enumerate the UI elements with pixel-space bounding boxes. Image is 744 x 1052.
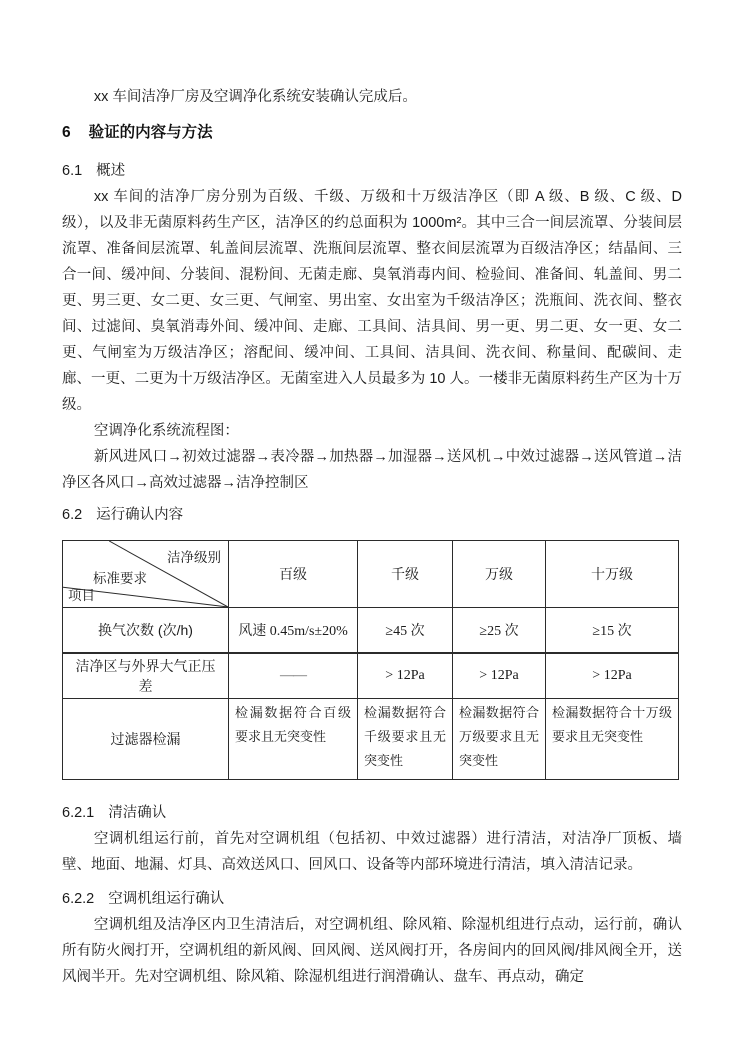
section-6-2-1-heading [62,800,682,826]
ahu-operation-paragraph: 空调机组及洁净区内卫生清洁后，对空调机组、除风箱、除湿机组进行点动，运行前，确认所有防火阀打开，空调机组的新风阀、回风阀、送风阀打开，各房间内的回风阀/排风阀全开，送风阀半开。先对空调机组、除风箱、除湿机组进行润滑确认、盘车、再点动，确定 [62,917,682,985]
cell-value: 风速 0.45m/s±20% [229,608,358,654]
table-row-pressure-difference [63,653,679,699]
cell-value: > 12Pa [453,653,546,699]
column-header-class1000: 千级 [358,541,453,608]
cell-value: ≥25 次 [453,608,546,654]
table-row-air-changes [63,608,679,654]
column-header-class100000: 十万级 [546,541,679,608]
section-6-1-title: 概述 [96,163,126,179]
section-6-1-number: 6.1 [62,163,83,179]
section-6-2-2-title: 空调机组运行确认 [108,891,225,907]
corner-label-item: 项目 [68,588,95,603]
corner-label-clean-level: 洁净级别 [167,550,221,565]
cell-value: —— [229,653,358,699]
flow-diagram-title: 空调净化系统流程图： [93,423,239,439]
section-6-1-heading [62,158,682,184]
section-6-2-title: 运行确认内容 [96,507,184,523]
intro-paragraph: xx 车间洁净厂房及空调净化系统安装确认完成后。 [93,89,417,105]
section-6-2-number: 6.2 [62,507,83,523]
section-6-heading [62,120,682,146]
cell-value: ≥45 次 [358,608,453,654]
table-row-filter-leak-test [63,699,679,780]
row-label: 过滤器检漏 [63,699,229,780]
cell-value: > 12Pa [358,653,453,699]
row-label: 洁净区与外界大气正压差 [63,653,229,699]
row-label: 换气次数 (次/h) [63,608,229,654]
flow-diagram-chain: 新风进风口→初效过滤器→表冷器→加热器→加湿器→送风机→中效过滤器→送风管道→洁净区各风口→高效过滤器→洁净控制区 [62,449,682,491]
cell-value: 检漏数据符合百级要求且无突变性 [229,699,358,780]
cell-value: ≥15 次 [546,608,679,654]
column-header-class100: 百级 [229,541,358,608]
operation-confirmation-table [62,540,679,780]
section-6-2-2-number: 6.2.2 [62,891,95,907]
corner-label-standard: 标准要求 [93,571,147,586]
cell-value: > 12Pa [546,653,679,699]
cell-value: 检漏数据符合万级要求且无突变性 [453,699,546,780]
section-6-2-heading [62,502,682,528]
section-6-number: 6 [62,124,71,141]
section-6-2-2-heading [62,886,682,912]
column-header-class10000: 万级 [453,541,546,608]
cell-value: 检漏数据符合十万级要求且无突变性 [546,699,679,780]
overview-paragraph: xx 车间的洁净厂房分别为百级、千级、万级和十万级洁净区（即 A 级、B 级、C 级、D 级），以及非无菌原料药生产区，洁净区的约总面积为 1000m²。其中三合一间层流罩、分装间层流罩、准备间层流罩、轧盖间层流罩、洗瓶间层流罩、整衣间层流罩为百级洁净区；结晶间、三合一间、缓冲间、分装间、混粉间、无菌走廊、臭氧消毒内间、检验间、准备间、轧盖间、男二更、男三更、女二更、女三更、气闸室、男出室、女出室为千级洁净区；洗瓶间、洗衣间、整衣间、过滤间、臭氧消毒外间、缓冲间、走廊、工具间、洁具间、男一更、男二更、女一更、女二更、气闸室为万级洁净区；溶配间、缓冲间、工具间、洁具间、洗衣间、称量间、配碳间、走廊、一更、二更为十万级洁净区。无菌室进入人员最多为 10 人。一楼非无菌原料药生产区为十万级。 [62,189,682,413]
section-6-title: 验证的内容与方法 [88,124,213,141]
section-6-2-1-number: 6.2.1 [62,805,95,821]
cleaning-confirmation-paragraph: 空调机组运行前，首先对空调机组（包括初、中效过滤器）进行清洁，对洁净厂顶板、墙壁、地面、地漏、灯具、高效送风口、回风口、设备等内部环境进行清洁，填入清洁记录。 [62,831,682,873]
section-6-2-1-title: 清洁确认 [108,805,167,821]
table-header-row [63,541,679,608]
table-corner-cell [63,541,229,608]
cell-value: 检漏数据符合千级要求且无突变性 [358,699,453,780]
